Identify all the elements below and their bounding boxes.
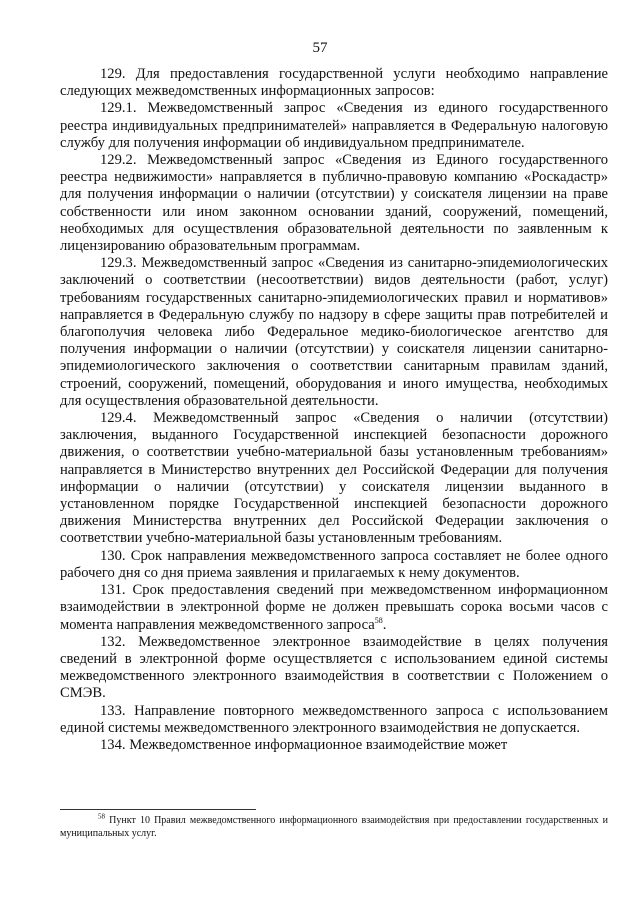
footnote-divider: [60, 809, 256, 810]
document-body: [60, 66, 608, 754]
paragraph-132: 132. Межведомственное электронное взаимодействие в целях получения сведений в электронной форме осуществляется с использованием единой системы межведомственного электронного взаимодействия в соответствии с Положением о СМЭВ.: [60, 633, 608, 702]
footnote-reference[interactable]: 58: [374, 615, 383, 625]
paragraph-131-text: 131. Срок предоставления сведений при межведомственном информационном взаимодействии в электронной форме не должен превышать сорока восьми часов с момента направления межведомственного запроса: [60, 582, 608, 633]
footnote: [60, 814, 608, 840]
paragraph-131-tail: .: [382, 616, 387, 633]
footnote-text: Пункт 10 Правил межведомственного информационного взаимодействия при предоставлении государственных и муниципальных услуг.: [60, 815, 609, 839]
paragraph-134: 134. Межведомственное информационное взаимодействие может: [100, 736, 508, 753]
paragraph-129-2: 129.2. Межведомственный запрос «Сведения из Единого государственного реестра недвижимости» направляется в публично-правовую компанию «Роскадастр» для получения информации о наличии (отсутствии) у соискателя лицензии на праве собственности или ином законном основании зданий, сооружений, помещений, необходимых для осуществления образовательной деятельности по заявленным к лицензированию образовательным программам.: [60, 152, 608, 255]
paragraph-131: [60, 582, 608, 634]
paragraph-129-4: 129.4. Межведомственный запрос «Сведения о наличии (отсутствии) заключения, выданного Государственной инспекцией безопасности дорожного движения, о соответствии учебно-материальной базы установленным требованиям» направляется в Министерство внутренних дел Российской Федерации для получения информации о наличии (отсутствии) у соискателя лицензии выданного в установленном порядке Государственной инспекцией безопасности дорожного движения Министерства внутренних дел Российской Федерации заключения о соответствии учебно-материальной базы установленным требованиям.: [60, 410, 608, 547]
footnote-marker: 58: [98, 812, 105, 821]
page-number: 57: [312, 40, 328, 56]
paragraph-129-3: 129.3. Межведомственный запрос «Сведения из санитарно-эпидемиологических заключений о соответствии (несоответствии) видов деятельности (работ, услуг) требованиям государственных санитарно-эпидемиологических правил и нормативов» направляется в Федеральную службу по надзору в сфере защиты прав потребителей и благополучия человека либо Федеральное медико-биологическое агентство для получения информации о наличии (отсутствии) у соискателя лицензии санитарно-эпидемиологического заключения о соответствии санитарным правилам зданий, строений, сооружений, помещений, оборудования и иного имущества, необходимых для осуществления образовательной деятельности.: [60, 255, 608, 409]
paragraph-129: 129. Для предоставления государственной услуги необходимо направление следующих межведомственных информационных запросов:: [60, 66, 608, 100]
paragraph-133: 133. Направление повторного межведомственного запроса с использованием единой системы межведомственного электронного взаимодействия не допускается.: [60, 702, 608, 736]
paragraph-130: 130. Срок направления межведомственного запроса составляет не более одного рабочего дня со дня приема заявления и прилагаемых к нему документов.: [60, 547, 608, 581]
paragraph-129-1: 129.1. Межведомственный запрос «Сведения из единого государственного реестра индивидуальных предпринимателей» направляется в Федеральную налоговую службу для получения информации об индивидуальном предпринимателе.: [60, 100, 608, 151]
